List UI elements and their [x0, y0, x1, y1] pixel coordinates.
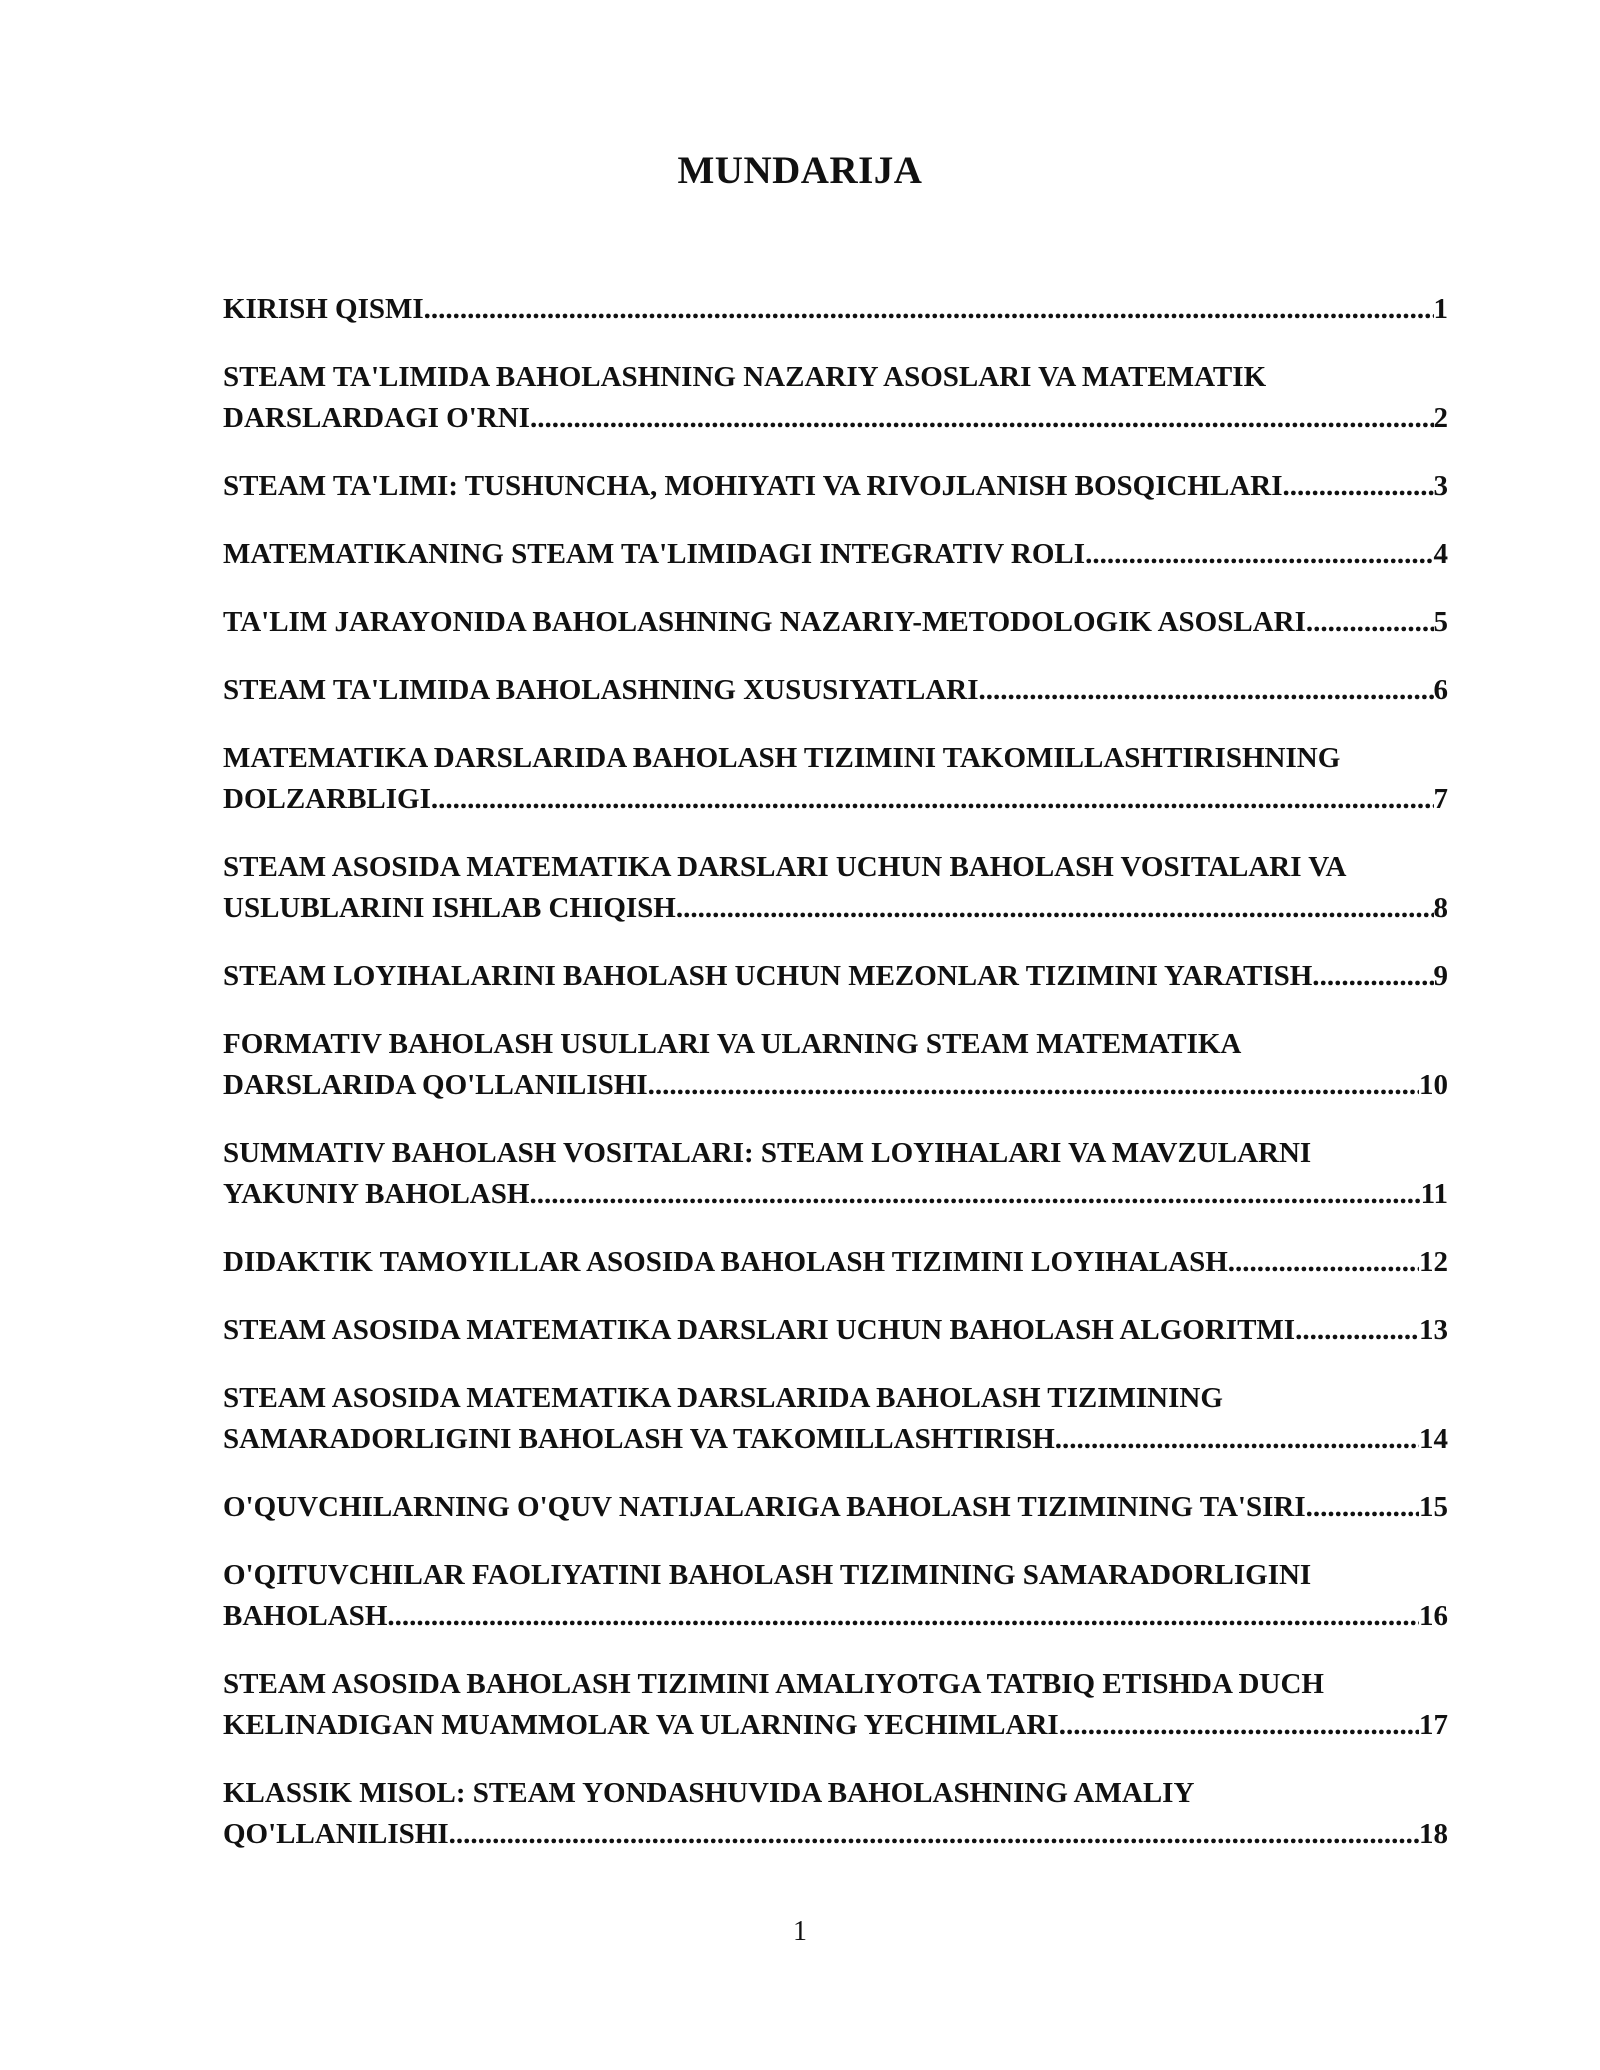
- toc-entry-title-line: KLASSIK MISOL: STEAM YONDASHUVIDA BAHOLASHNING AMALIY: [223, 1777, 1195, 1809]
- dot-leader: [648, 1065, 1419, 1106]
- toc-entry-title-line: MATEMATIKANING STEAM TA'LIMIDAGI INTEGRATIV ROLI: [223, 538, 1086, 570]
- toc-entry[interactable]: [223, 602, 1448, 643]
- table-of-contents: [223, 289, 1448, 1882]
- toc-entry-row: [223, 534, 1448, 575]
- toc-entry-title-line: MATEMATIKA DARSLARIDA BAHOLASH TIZIMINI TAKOMILLASHTIRISHNING: [223, 742, 1341, 774]
- toc-entry-title-line: SUMMATIV BAHOLASH VOSITALARI: STEAM LOYIHALARI VA MAVZULARNI: [223, 1137, 1312, 1169]
- toc-page-number: 16: [1419, 1600, 1448, 1632]
- toc-page-number: 1: [1433, 293, 1448, 325]
- toc-entry-row: [223, 1310, 1448, 1351]
- toc-entry-title-line: TA'LIM JARAYONIDA BAHOLASHNING NAZARIY-METODOLOGIK ASOSLARI: [223, 606, 1306, 638]
- toc-entry-title-line: DARSLARDAGI O'RNI: [223, 402, 530, 434]
- dot-leader: [424, 289, 1434, 330]
- dot-leader: [1320, 956, 1434, 997]
- toc-entry[interactable]: [223, 1487, 1448, 1528]
- toc-page-number: 7: [1433, 783, 1448, 815]
- toc-entry-row: [223, 1419, 1448, 1460]
- toc-page-number: 4: [1433, 538, 1448, 570]
- dot-leader: [529, 1174, 1420, 1215]
- toc-entry-row: [223, 398, 1448, 439]
- toc-entry-row: [223, 1242, 1448, 1283]
- toc-entry-title-line: STEAM ASOSIDA MATEMATIKA DARSLARI UCHUN BAHOLASH ALGORITMI.: [223, 1314, 1303, 1346]
- dot-leader: [1306, 602, 1434, 643]
- toc-entry-row: [223, 888, 1448, 929]
- toc-entry-row: [223, 602, 1448, 643]
- toc-page-number: 8: [1433, 892, 1448, 924]
- toc-entry-row: [223, 1065, 1448, 1106]
- toc-page-number: 13: [1419, 1314, 1448, 1346]
- toc-entry[interactable]: [223, 1133, 1448, 1215]
- toc-entry-row: [223, 1705, 1448, 1746]
- dot-leader: [1302, 1310, 1419, 1351]
- toc-entry[interactable]: [223, 670, 1448, 711]
- toc-entry-title-line: STEAM TA'LIMIDA BAHOLASHNING NAZARIY ASOSLARI VA MATEMATIK: [223, 361, 1267, 393]
- toc-entry-title-line: STEAM ASOSIDA BAHOLASH TIZIMINI AMALIYOTGA TATBIQ ETISHDA DUCH: [223, 1668, 1324, 1700]
- toc-page-number: 3: [1433, 470, 1448, 502]
- toc-page-number: 15: [1419, 1491, 1448, 1523]
- toc-entry[interactable]: [223, 466, 1448, 507]
- dot-leader: [1055, 1419, 1419, 1460]
- dot-leader: [1059, 1705, 1419, 1746]
- toc-entry-row: [223, 1487, 1448, 1528]
- toc-entry[interactable]: [223, 847, 1448, 929]
- toc-entry[interactable]: [223, 1773, 1448, 1855]
- toc-entry-title-line: FORMATIV BAHOLASH USULLARI VA ULARNING STEAM MATEMATIKA: [223, 1028, 1242, 1060]
- toc-entry-title-line: O'QUVCHILARNING O'QUV NATIJALARIGA BAHOLASH TIZIMINING TA'SIRI.: [223, 1491, 1313, 1523]
- dot-leader: [1283, 466, 1434, 507]
- toc-page-number: 18: [1419, 1818, 1448, 1850]
- page-title: MUNDARIJA: [677, 149, 923, 192]
- toc-entry-title-line: STEAM ASOSIDA MATEMATIKA DARSLARI UCHUN BAHOLASH VOSITALARI VA: [223, 851, 1347, 883]
- toc-entry-title-line: DARSLARIDA QO'LLANILISHI: [223, 1069, 648, 1101]
- toc-entry-title-line: O'QITUVCHILAR FAOLIYATINI BAHOLASH TIZIMINING SAMARADORLIGINI: [223, 1559, 1312, 1591]
- toc-page-number: 5: [1433, 606, 1448, 638]
- dot-leader: [1313, 1487, 1419, 1528]
- toc-entry-row: [223, 956, 1448, 997]
- toc-page-number: 12: [1419, 1246, 1448, 1278]
- toc-entry[interactable]: [223, 1242, 1448, 1283]
- toc-entry-title-line: KIRISH QISMI: [223, 293, 424, 325]
- toc-entry-title-line: YAKUNIY BAHOLASH: [223, 1178, 530, 1210]
- toc-entry-title-line: DIDAKTIK TAMOYILLAR ASOSIDA BAHOLASH TIZIMINI LOYIHALASH: [223, 1246, 1228, 1278]
- toc-entry[interactable]: [223, 1378, 1448, 1460]
- dot-leader: [387, 1596, 1419, 1637]
- toc-entry-title-line: BAHOLASH: [223, 1600, 388, 1632]
- toc-page-number: 10: [1419, 1069, 1448, 1101]
- toc-page-number: 9: [1433, 960, 1448, 992]
- toc-entry-title-line: QO'LLANILISHI: [223, 1818, 449, 1850]
- toc-page-number: 2: [1433, 402, 1448, 434]
- toc-entry[interactable]: [223, 738, 1448, 820]
- dot-leader: [530, 398, 1434, 439]
- dot-leader: [676, 888, 1434, 929]
- toc-entry-row: [223, 289, 1448, 330]
- toc-entry[interactable]: [223, 534, 1448, 575]
- toc-entry[interactable]: [223, 1664, 1448, 1746]
- toc-entry[interactable]: [223, 1024, 1448, 1106]
- toc-entry[interactable]: [223, 1555, 1448, 1637]
- toc-entry-title-line: STEAM ASOSIDA MATEMATIKA DARSLARIDA BAHOLASH TIZIMINING: [223, 1382, 1223, 1414]
- dot-leader: [1228, 1242, 1419, 1283]
- toc-entry-title-line: DOLZARBLIGI: [223, 783, 431, 815]
- toc-entry[interactable]: [223, 1310, 1448, 1351]
- toc-entry-title-line: STEAM TA'LIMI: TUSHUNCHA, MOHIYATI VA RIVOJLANISH BOSQICHLARI: [223, 470, 1283, 502]
- toc-entry-row: [223, 670, 1448, 711]
- page-number: 1: [793, 1916, 807, 1947]
- toc-entry-row: [223, 466, 1448, 507]
- dot-leader: [1085, 534, 1433, 575]
- dot-leader: [449, 1814, 1419, 1855]
- toc-page-number: 11: [1420, 1178, 1448, 1210]
- toc-page-number: 17: [1419, 1709, 1448, 1741]
- toc-entry-title-line: KELINADIGAN MUAMMOLAR VA ULARNING YECHIMLARI: [223, 1709, 1059, 1741]
- toc-entry-row: [223, 1174, 1448, 1215]
- toc-page-number: 6: [1433, 674, 1448, 706]
- dot-leader: [979, 670, 1434, 711]
- toc-entry-title-line: SAMARADORLIGINI BAHOLASH VA TAKOMILLASHTIRISH: [223, 1423, 1055, 1455]
- dot-leader: [431, 779, 1434, 820]
- toc-entry-row: [223, 1596, 1448, 1637]
- toc-entry[interactable]: [223, 289, 1448, 330]
- toc-entry-row: [223, 1814, 1448, 1855]
- toc-entry[interactable]: [223, 357, 1448, 439]
- toc-entry-title-line: STEAM LOYIHALARINI BAHOLASH UCHUN MEZONLAR TIZIMINI YARATISH.: [223, 960, 1320, 992]
- toc-page-number: 14: [1419, 1423, 1448, 1455]
- toc-entry-title-line: STEAM TA'LIMIDA BAHOLASHNING XUSUSIYATLARI: [223, 674, 979, 706]
- toc-entry[interactable]: [223, 956, 1448, 997]
- toc-entry-title-line: USLUBLARINI ISHLAB CHIQISH: [223, 892, 676, 924]
- toc-entry-row: [223, 779, 1448, 820]
